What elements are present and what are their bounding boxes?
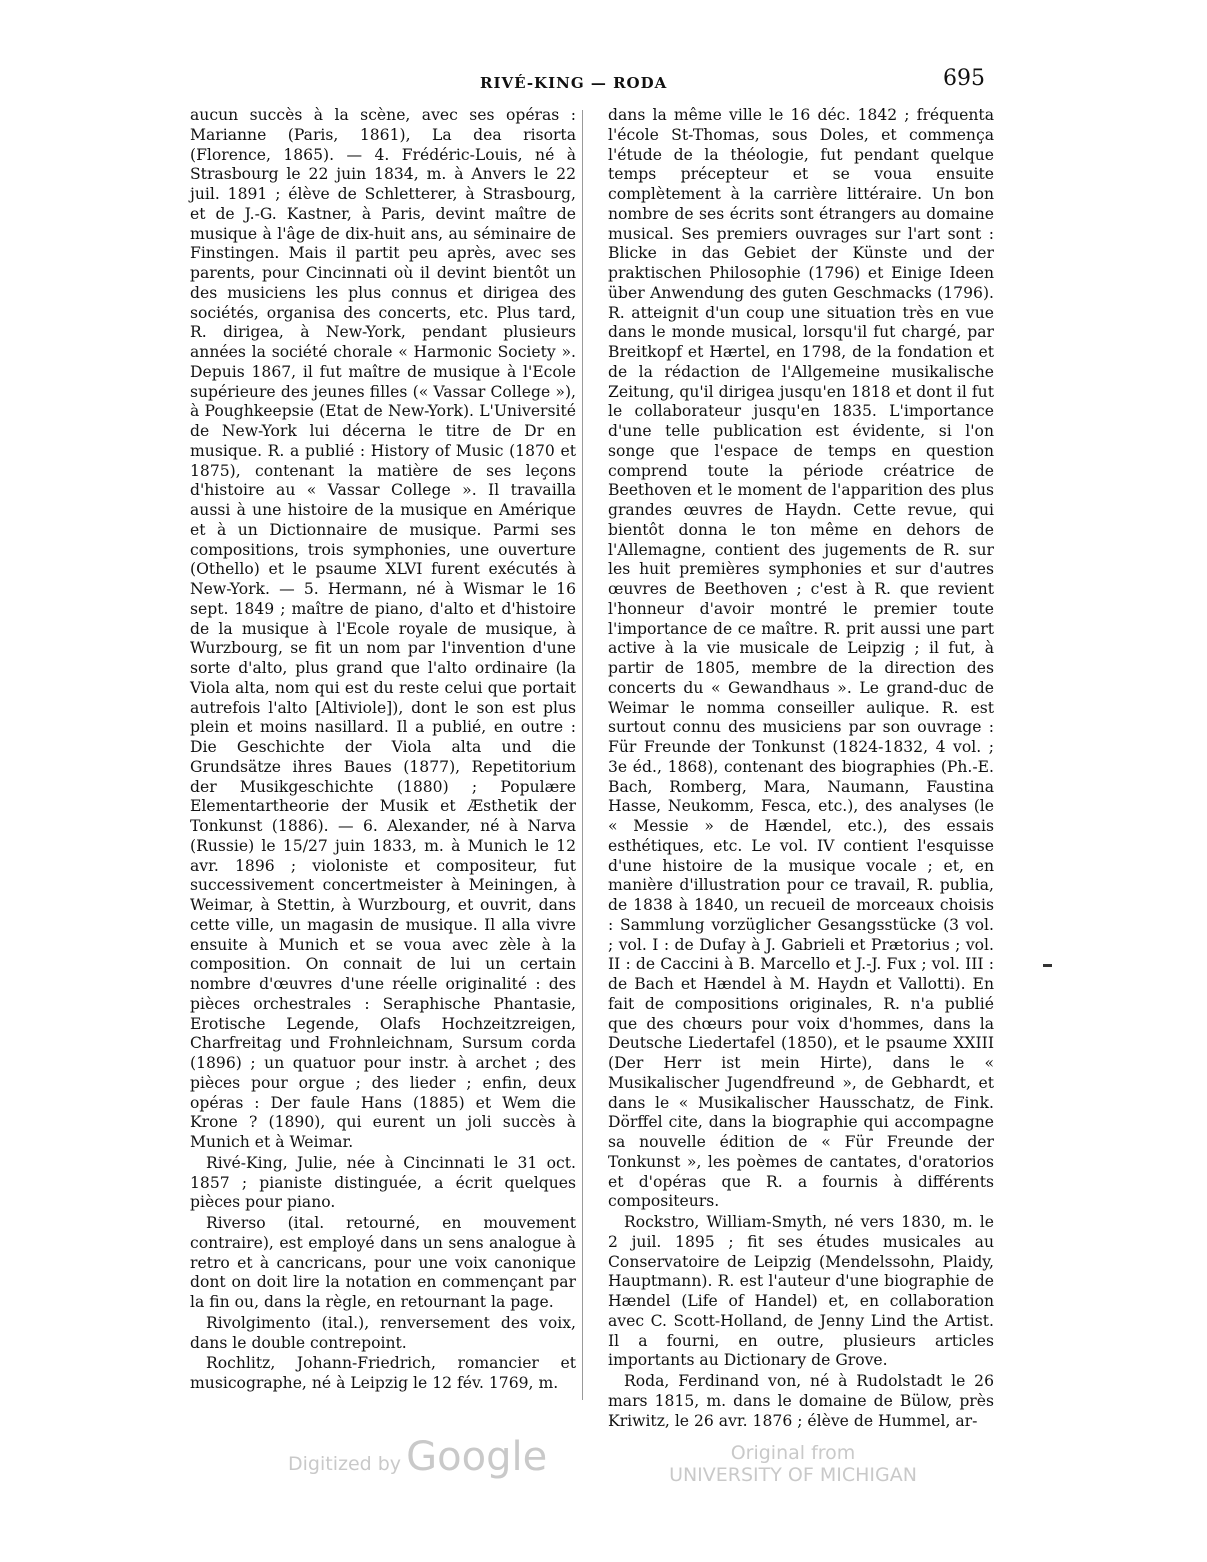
page-header	[190, 66, 990, 96]
university-line: UNIVERSITY OF MICHIGAN	[669, 1464, 917, 1486]
running-title: RIVÉ-KING — RODA	[480, 74, 668, 92]
entry-rochlitz: Rochlitz, Johann-Friedrich, romancier et musicographe, né à Leipzig le 12 fév. 1769, m.	[190, 1354, 576, 1392]
digitized-prefix: Digitized by	[288, 1453, 402, 1475]
column-divider	[582, 110, 583, 1400]
entry-rockstro: Rockstro, William-Smyth, né vers 1830, m. le 2 juil. 1895 ; fit ses études musicales au Conservatoire de Leipzig (Mendelssohn, Plaidy, Hauptmann). R. est l'auteur d'une biographie de Hændel (Life of Handel) et, en collaboration avec C. Scott-Holland, de Jenny Lind the Artist. Il a fourni, en outre, plusieurs articles importants au Dictionary de Grove.	[608, 1213, 994, 1370]
right-column	[608, 106, 994, 1431]
paragraph-rochlitz-continuation: dans la même ville le 16 déc. 1842 ; fréquenta l'école St-Thomas, sous Doles, et commença l'étude de la théologie, fut pendant quelque temps précepteur et se voua ensuite complètement à la carrière littéraire. Un bon nombre de ses écrits sont étrangers au domaine musical. Ses premiers ouvrages sur l'art sont : Blicke in das Gebiet der Künste und der praktischen Philosophie (1796) et Einige Ideen über Anwendung des guten Geschmacks (1796). R. atteignit d'un coup une situation très en vue dans le monde musical, lorsqu'il fut chargé, par Breitkopf et Hærtel, en 1798, de la fondation et de la rédaction de l'Allgemeine musikalische Zeitung, qu'il dirigea jusqu'en 1818 et dont il fut le collaborateur jusqu'en 1835. L'importance d'une telle publication est évidente, si l'on songe que l'espace de temps en question comprend toute la période créatrice de Beethoven et le moment de l'apparition des plus grandes œuvres de Haydn. Cette revue, qui bientôt donna le ton même en dehors de l'Allemagne, contient des jugements de R. sur les huit premières symphonies et sur d'autres œuvres de Beethoven ; c'est à R. que revient l'honneur d'avoir montré le premier toute l'importance de ce maître. R. prit aussi une part active à la vie musicale de Leipzig ; il fut, à partir de 1805, membre de la direction des concerts du « Gewandhaus ». Le grand-duc de Weimar le nomma conseiller aulique. R. est surtout connu des musiciens par son ouvrage : Für Freunde der Tonkunst (1824-1832, 4 vol. ; 3e éd., 1868), contenant des biographies (Ph.-E. Bach, Romberg, Mara, Naumann, Faustina Hasse, Neukomm, Fesca, etc.), des analyses (le « Messie » de Hændel, etc.), des essais esthétiques, etc. Le vol. IV contient l'esquisse d'une histoire de la musique vocale ; et, en manière d'illustration pour ce travail, R. publia, de 1838 à 1840, un recueil de morceaux choisis : Sammlung vorzüglicher Gesangsstücke (3 vol. ; vol. I : de Dufay à J. Gabrieli et Prætorius ; vol. II : de Caccini à B. Marcello et J.-J. Fux ; vol. III : de Bach et Hændel à M. Haydn et Vallotti). En fait de compositions originales, R. n'a publié que des chœurs pour voix d'hommes, dans la Deutsche Liedertafel (1850), et le psaume XXIII (Der Herr ist mein Hirte), dans le « Musikalischer Jugendfreund », de Gebhardt, et dans le « Musikalischer Hausschatz, de Fink. Dörffel cite, dans la biographie qui accompagne sa nouvelle édition de « Für Freunde der Tonkunst », les poèmes de cantates, d'oratorios et d'opéras que R. a fournis à différents compositeurs.	[608, 106, 994, 1211]
original-from-watermark	[668, 1442, 918, 1486]
digitized-by-watermark	[288, 1434, 547, 1480]
entry-rivolgimento: Rivolgimento (ital.), renversement des voix, dans le double contrepoint.	[190, 1313, 576, 1352]
entry-riverso: Riverso (ital. retourné, en mouvement contraire), est employé dans un sens analogue à retro et à cancricans, pour une voix canonique dont on doit lire la notation en commençant par la fin ou, dans la règle, en retournant la page.	[190, 1214, 576, 1311]
entry-rive-king: Rivé-King, Julie, née à Cincinnati le 31 oct. 1857 ; pianiste distinguée, a écrit quelques pièces pour piano.	[190, 1153, 576, 1212]
original-from-line: Original from	[730, 1442, 856, 1464]
paragraph-riviere-continuation: aucun succès à la scène, avec ses opéras : Marianne (Paris, 1861), La dea risorta (Florence, 1865). — 4. Frédéric-Louis, né à Strasbourg le 22 juin 1834, m. à Anvers le 22 juil. 1891 ; élève de Schletterer, à Strasbourg, et de J.-G. Kastner, à Paris, devint maître de musique à l'âge de dix-huit ans, au séminaire de Finstingen. Mais il partit peu après, avec ses parents, pour Cincinnati où il devint bientôt un des musiciens les plus connus et dirigea des sociétés, organisa des concerts, etc. Plus tard, R. dirigea, à New-York, pendant plusieurs années la société chorale « Harmonic Society ». Depuis 1867, il fut maître de musique à l'Ecole supérieure des jeunes filles (« Vassar College »), à Poughkeepsie (Etat de New-York). L'Université de New-York lui décerna le titre de Dr en musique. R. a publié : History of Music (1870 et 1875), contenant la matière de ses leçons d'histoire au « Vassar College ». Il travailla aussi à une histoire de la musique en Amérique et à un Dictionnaire de musique. Parmi ses compositions, trois symphonies, une ouverture (Othello) et le psaume XLVI furent exécutés à New-York. — 5. Hermann, né à Wismar le 16 sept. 1849 ; maître de piano, d'alto et d'histoire de la musique à l'Ecole royale de musique, à Wurzbourg, se fit un nom par l'invention d'une sorte d'alto, plus grand que l'alto ordinaire (la Viola alta, nom qui est du reste celui que portait autrefois l'alto [Altiviole]), dont le son est plus plein et moins nasillard. Il a publié, en outre : Die Geschichte der Viola alta und die Grundsätze ihres Baues (1877), Repetitorium der Musikgeschichte (1880) ; Populære Elementartheorie der Musik et Æsthetik der Tonkunst (1886). — 6. Alexander, né à Narva (Russie) le 15/27 juin 1833, m. à Munich le 12 avr. 1896 ; violoniste et compositeur, fut successivement concertmeister à Meiningen, à Weimar, à Stettin, à Wurzbourg, et ouvrit, dans cette ville, un magasin de musique. Il alla vivre ensuite à Munich et se voua avec zèle à la composition. On connait de lui un certain nombre d'œuvres d'une réelle originalité : des pièces orchestrales : Seraphische Phantasie, Erotische Legende, Olafs Hochzeitzreigen, Charfreitag und Frohnleichnam, Sursum corda (1896) ; un quatuor pour instr. à archet ; des pièces pour orgue ; des lieder ; enfin, deux opéras : Der faule Hans (1885) et Wem die Krone ? (1890), qui eurent un joli succès à Munich et à Weimar.	[190, 106, 576, 1151]
left-column	[190, 106, 576, 1394]
google-logo-text: Google	[406, 1434, 548, 1480]
margin-mark	[1043, 964, 1052, 967]
page-number: 695	[943, 66, 985, 91]
entry-roda: Roda, Ferdinand von, né à Rudolstadt le 26 mars 1815, m. dans le domaine de Bülow, près Kriwitz, le 26 avr. 1876 ; élève de Hummel, ar-	[608, 1372, 994, 1430]
